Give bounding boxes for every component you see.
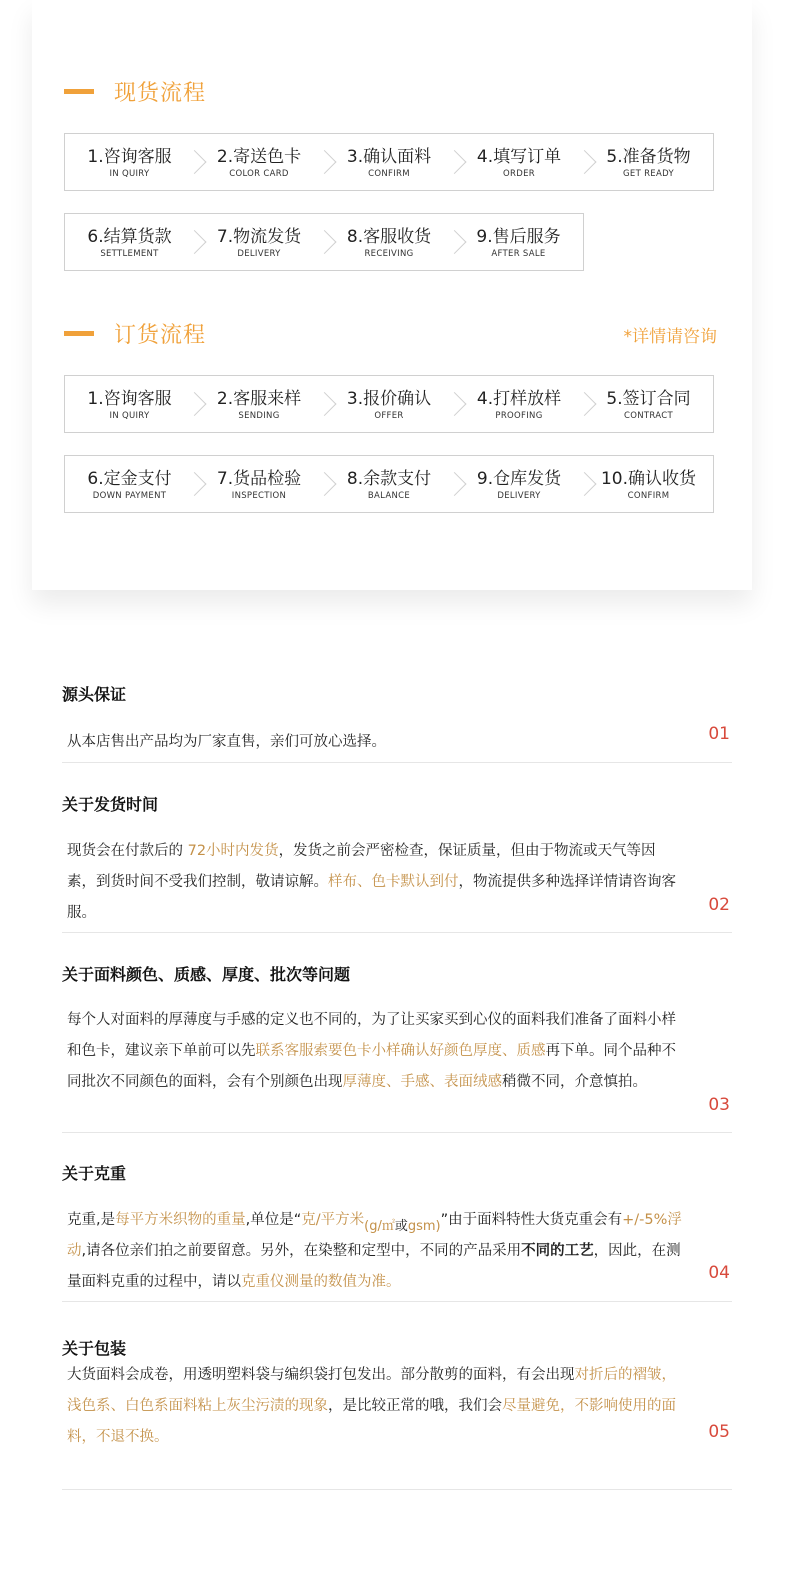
body-text: 再下单。同个品种不同批次不同颜色的面料，会有个别颜色出现 (67, 1043, 676, 1090)
body-text: ,单位是“ (245, 1212, 302, 1228)
body-text: ，因此，在测量面料克重的过程中，请以 (67, 1243, 681, 1290)
section-accent-bar (64, 89, 94, 94)
order-step (584, 455, 714, 513)
highlight-text: 厚薄度、手感、表面绒感 (342, 1074, 502, 1090)
highlight-text: 联系客服索要色卡小样确认好颜色厚度、质感 (255, 1043, 546, 1059)
order-step (584, 375, 714, 433)
divider (62, 762, 732, 763)
step-sublabel: IN QUIRY (109, 168, 150, 179)
step-label: 9.售后服务 (476, 226, 561, 247)
step-label: 3.确认面料 (346, 146, 432, 167)
highlight-text: gsm) (407, 1219, 441, 1234)
step-label: 6.结算货款 (87, 226, 172, 247)
highlight-text: 克/平方米 (301, 1212, 365, 1228)
step-sublabel: DELIVERY (497, 490, 541, 501)
step-sublabel: SETTLEMENT (100, 248, 159, 259)
highlight-text: 对折后的褶皱，浅色系、白色系面料粘上灰尘污渍的现象 (67, 1367, 676, 1414)
order-step (64, 455, 194, 513)
step-label: 2.客服来样 (216, 388, 302, 409)
step-sublabel: CONFIRM (627, 490, 670, 501)
faq-item-fabric (62, 962, 732, 1134)
step-label: 1.咨询客服 (87, 388, 172, 409)
step-label: 4.打样放样 (476, 388, 562, 409)
spot-steps-row-1 (64, 133, 714, 191)
spot-step (454, 133, 584, 191)
step-label: 8.客服收货 (346, 226, 432, 247)
step-label: 5.签订合同 (606, 388, 691, 409)
spot-step (324, 133, 454, 191)
highlight-text: 每平方米织物的重量 (115, 1212, 246, 1228)
faq-title: 关于发货时间 (62, 795, 159, 814)
body-text: 大货面料会成卷，用透明塑料袋与编织袋打包发出。部分散剪的面料，有会出现 (67, 1367, 575, 1383)
step-label: 7.货品检验 (216, 468, 302, 489)
body-text: 稍微不同，介意慎拍。 (502, 1074, 647, 1090)
step-sublabel: AFTER SALE (491, 248, 546, 259)
body-text: 克重,是 (67, 1212, 116, 1228)
body-text: ，是比较正常的哦，我们会 (328, 1398, 502, 1414)
step-sublabel: COLOR CARD (229, 168, 289, 179)
faq-body (62, 1005, 682, 1098)
body-text: 或 (394, 1219, 408, 1234)
faq-body (62, 1205, 682, 1298)
faq-number: 02 (708, 895, 730, 915)
body-text: ”由于面料特性大货克重会有 (440, 1212, 623, 1228)
faq-item-shipping (62, 792, 732, 934)
highlight-text: +/-5%浮动 (67, 1212, 682, 1259)
spot-step (454, 213, 584, 271)
highlight-text: 72小时内发货 (187, 843, 279, 859)
spot-step (194, 213, 324, 271)
faq-body (62, 727, 682, 758)
step-label: 4.填写订单 (476, 146, 562, 167)
spot-steps-row-2 (64, 213, 584, 271)
order-step (324, 455, 454, 513)
highlight-text: 尽量避免，不影响使用的面料，不退不换。 (67, 1398, 676, 1445)
step-sublabel: OFFER (374, 410, 404, 421)
order-steps-row-2 (64, 455, 714, 513)
step-sublabel: CONFIRM (368, 168, 410, 179)
body-text: ，发货之前会严密检查，保证质量，但由于物流或天气等因素，到货时间不受我们控制，敬请谅解。 (67, 843, 656, 890)
step-sublabel: CONTRACT (624, 410, 673, 421)
faq-title: 源头保证 (62, 685, 127, 704)
faq-body (62, 836, 682, 929)
consult-note: *详情请咨询 (623, 327, 717, 347)
body-text: 每个人对面料的厚薄度与手感的定义也不同的，为了让买家买到心仪的面料我们准备了面料小样和色卡，建议亲下单前可以先 (67, 1012, 676, 1059)
step-label: 7.物流发货 (216, 226, 302, 247)
step-sublabel: IN QUIRY (109, 410, 150, 421)
step-label: 1.咨询客服 (87, 146, 172, 167)
section-accent-bar (64, 331, 94, 336)
spot-step (324, 213, 454, 271)
step-label: 8.余款支付 (346, 468, 432, 489)
order-step (194, 375, 324, 433)
spot-step (584, 133, 714, 191)
order-step (194, 455, 324, 513)
order-step (324, 375, 454, 433)
order-step (454, 455, 584, 513)
spot-section-header (64, 75, 206, 107)
step-sublabel: PROOFING (495, 410, 543, 421)
step-sublabel: DELIVERY (237, 248, 281, 259)
step-label: 6.定金支付 (87, 468, 172, 489)
step-label: 5.准备货物 (606, 146, 691, 167)
body-text: 从本店售出产品均为厂家直售，亲们可放心选择。 (67, 734, 386, 750)
faq-title: 关于包装 (62, 1339, 127, 1358)
spot-step (64, 133, 194, 191)
order-section-header (64, 317, 206, 349)
faq-title: 关于面料颜色、质感、厚度、批次等问题 (62, 965, 351, 984)
order-steps-row-1 (64, 375, 714, 433)
body-text: ，物流提供多种选择详情请咨询客服。 (67, 874, 676, 921)
highlight-text: 克重仪测量的数值为准。 (241, 1274, 401, 1290)
step-sublabel: BALANCE (367, 490, 411, 501)
body-text: 不同的工艺 (521, 1243, 594, 1259)
faq-number: 04 (708, 1263, 730, 1283)
step-sublabel: ORDER (503, 168, 535, 179)
step-sublabel: RECEIVING (364, 248, 414, 259)
step-sublabel: INSPECTION (231, 490, 287, 501)
step-label: 2.寄送色卡 (216, 146, 302, 167)
step-label: 10.确认收货 (600, 468, 697, 489)
step-sublabel: GET READY (623, 168, 674, 179)
faq-title: 关于克重 (62, 1164, 127, 1183)
divider (62, 1489, 732, 1490)
spot-step (64, 213, 194, 271)
spot-step (194, 133, 324, 191)
faq-body (62, 1360, 682, 1453)
divider (62, 932, 732, 933)
highlight-text: (g/㎡ (364, 1219, 395, 1234)
order-step (64, 375, 194, 433)
step-sublabel: DOWN PAYMENT (92, 490, 167, 501)
step-label: 9.仓库发货 (476, 468, 562, 489)
faq-number: 01 (708, 724, 730, 744)
spot-section-title: 现货流程 (114, 80, 207, 106)
step-sublabel: SENDING (238, 410, 280, 421)
order-step (454, 375, 584, 433)
faq-item-weight (62, 1161, 732, 1303)
faq-number: 05 (708, 1422, 730, 1442)
order-section-title: 订货流程 (114, 322, 207, 348)
body-text: ,请各位亲们拍之前要留意。另外，在染整和定型中，不同的产品采用 (81, 1243, 522, 1259)
body-text: 现货会在付款后的 (67, 843, 188, 859)
step-label: 3.报价确认 (346, 388, 432, 409)
divider (62, 1301, 732, 1302)
faq-item-source (62, 682, 732, 764)
highlight-text: 样布、色卡默认到付 (328, 874, 459, 890)
faq-item-packaging (62, 1336, 732, 1491)
faq-number: 03 (708, 1095, 730, 1115)
divider (62, 1132, 732, 1133)
